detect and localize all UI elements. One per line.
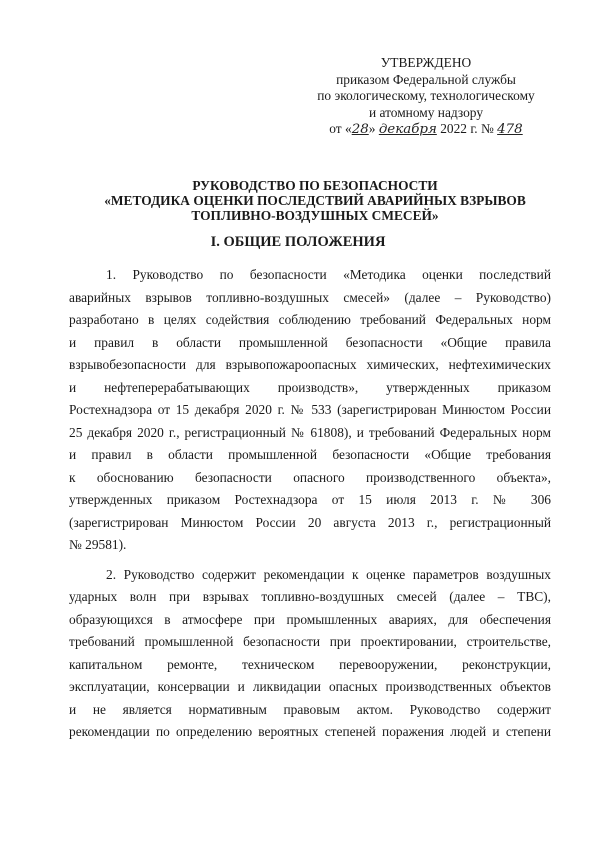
text-line: (зарегистрирован Минюстом России 20 августа 2013 г., регистрационный <box>69 514 551 530</box>
text-line: 2. Руководство содержит рекомендации к оценке параметров воздушных <box>106 566 551 582</box>
document-title <box>40 178 590 223</box>
paragraph-2 <box>69 564 551 744</box>
approval-line: и атомному надзору <box>368 104 484 120</box>
order-month: декабря <box>378 122 437 137</box>
text-line: 25 декабря 2020 г., регистрационный № 61808), и требований Федеральных норм <box>69 424 551 440</box>
text-line: 1. Руководство по безопасности «Методика оценки последствий <box>106 267 551 282</box>
text-line: аварийных взрывов топливно-воздушных смесей» (далее – Руководство) <box>69 289 551 305</box>
text-line: взрывобезопасности для взрывопожароопасных химических, нефтехимических <box>69 357 551 372</box>
title-line: «МЕТОДИКА ОЦЕНКИ ПОСЛЕДСТВИЙ АВАРИЙНЫХ ВЗРЫВОВ <box>104 193 526 208</box>
paragraph-1 <box>69 264 551 557</box>
order-mid: » <box>368 121 376 136</box>
approval-line: по экологическому, технологическому <box>317 88 535 103</box>
paragraph-spacer <box>69 557 551 564</box>
approval-line: приказом Федеральной службы <box>336 71 516 87</box>
text-line: требований промышленной безопасности при проектировании, строительстве, <box>69 634 551 649</box>
order-line <box>306 121 546 139</box>
title-line: РУКОВОДСТВО ПО БЕЗОПАСНОСТИ <box>192 178 438 193</box>
order-day: 28 <box>351 122 369 137</box>
section-heading: I. ОБЩИЕ ПОЛОЖЕНИЯ <box>210 234 386 250</box>
text-line: образующихся в атмосфере при промышленных авариях, для обеспечения <box>69 611 551 627</box>
text-line: № 29581). <box>69 537 127 552</box>
text-line: и нефтеперерабатывающих производств», утвержденных приказом <box>69 379 551 395</box>
order-number: 478 <box>497 122 523 137</box>
text-line: ударных волн при взрывах топливно-воздушных смесей (далее – ТВС), <box>69 589 551 604</box>
approval-heading: УТВЕРЖДЕНО <box>380 55 472 70</box>
approval-stamp <box>306 55 546 139</box>
text-line: к обоснованию безопасности опасного производственного объекта», <box>69 469 551 485</box>
text-line: рекомендации по определению вероятных степеней поражения людей и степени <box>69 724 551 739</box>
document-body <box>69 264 551 744</box>
text-line: Ростехнадзора от 15 декабря 2020 г. № 533 (зарегистрирован Минюстом России <box>69 402 551 417</box>
text-line: и правил в области промышленной безопасности «Общие требования <box>69 447 551 462</box>
text-line: и не является нормативным правовым актом. Руководство содержит <box>69 701 551 717</box>
text-line: эксплуатации, консервации и ликвидации опасных производственных объектов <box>69 679 551 694</box>
order-prefix: от « <box>329 121 352 136</box>
text-line: утвержденных приказом Ростехнадзора от 15 июля 2013 г. № 306 <box>69 492 551 507</box>
text-line: разработано в целях содействия соблюдению требований Федеральных норм <box>69 312 551 327</box>
text-line: капитальном ремонте, техническом перевооружении, реконструкции, <box>69 656 551 672</box>
order-year: 2022 г. № <box>440 121 494 136</box>
title-line: ТОПЛИВНО-ВОЗДУШНЫХ СМЕСЕЙ» <box>191 208 439 223</box>
text-line: и правил в области промышленной безопасности «Общие правила <box>69 334 551 350</box>
